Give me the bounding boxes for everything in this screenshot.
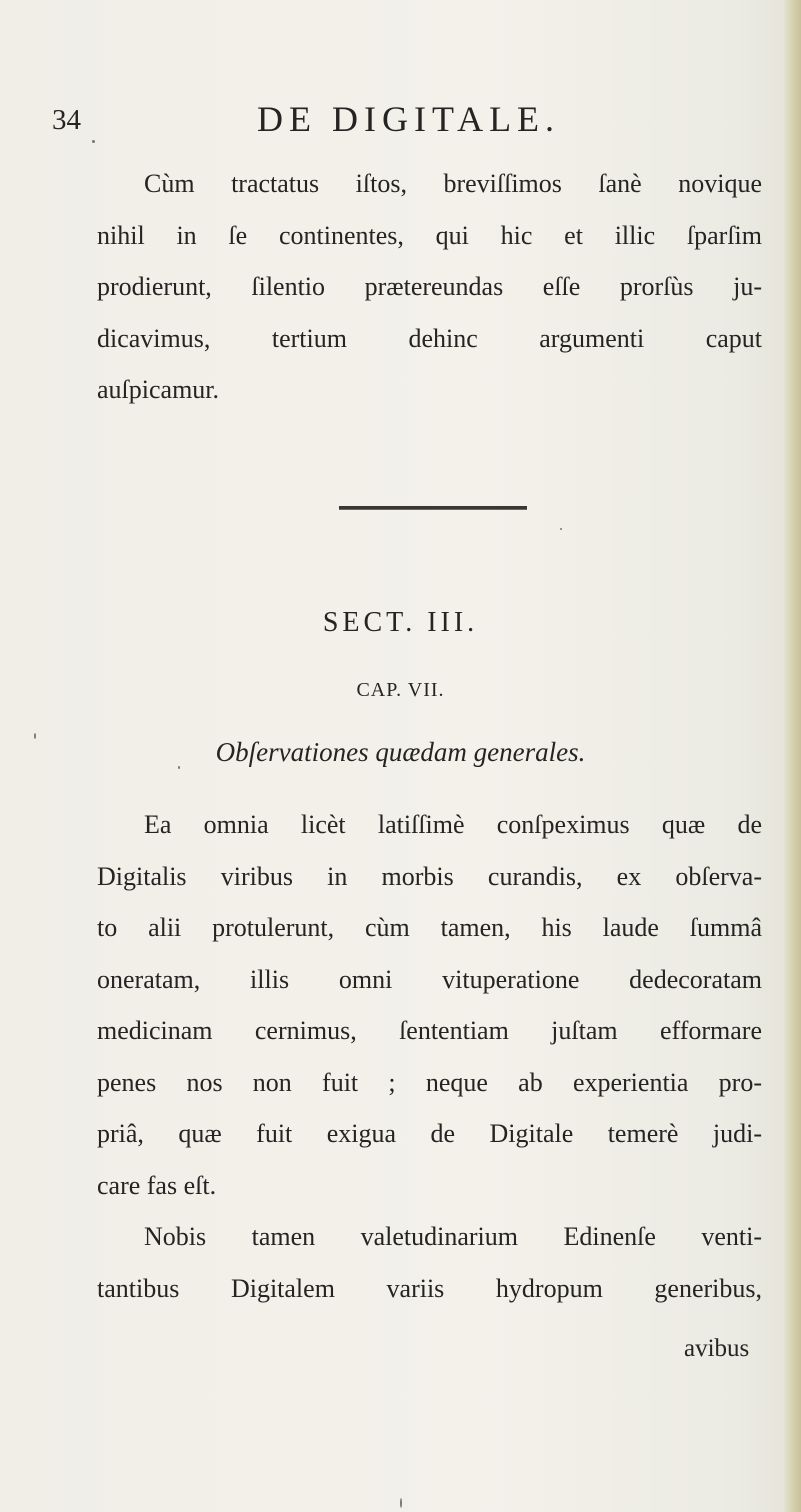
paragraph-line: care fas eſt. bbox=[97, 1170, 217, 1200]
intro-line: auſpicamur. bbox=[97, 375, 220, 404]
ink-speck bbox=[400, 1498, 402, 1508]
paragraph-line: oneratam, illis omni vituperatione dedecoratam bbox=[97, 964, 762, 994]
chapter-heading: CAP. VII. bbox=[356, 679, 445, 701]
paragraph-two bbox=[97, 799, 762, 1211]
paragraph-three bbox=[97, 1211, 762, 1314]
paragraph-line: to alii protulerunt, cùm tamen, his laude ſummâ bbox=[97, 913, 762, 942]
ink-speck bbox=[178, 766, 180, 769]
section-heading: SECT. III. bbox=[322, 607, 479, 638]
paragraph-line: medicinam cernimus, ſententiam juſtam efformare bbox=[97, 1016, 762, 1045]
ink-speck bbox=[560, 528, 562, 530]
paragraph-line: priâ, quæ fuit exigua de Digitale temerè judi- bbox=[97, 1119, 762, 1148]
intro-line: dicavimus, tertium dehinc argumenti caput bbox=[97, 323, 762, 353]
ink-speck bbox=[92, 140, 95, 143]
paragraph-line: penes nos non fuit ; neque ab experientia pro- bbox=[97, 1067, 762, 1097]
section-divider-rule bbox=[339, 506, 527, 510]
intro-line: Cùm tractatus iſtos, breviſſimos ſanè novique bbox=[144, 169, 762, 198]
catchword: avibus bbox=[684, 1335, 750, 1362]
intro-paragraph bbox=[97, 158, 762, 416]
page-number: 34 bbox=[52, 104, 81, 136]
ink-speck bbox=[34, 733, 36, 739]
paragraph-line: tantibus Digitalem variis hydropum generibus, bbox=[97, 1273, 762, 1303]
paragraph-line: Nobis tamen valetudinarium Edinenſe venti- bbox=[144, 1222, 762, 1251]
intro-line: prodierunt, ſilentio prætereundas eſſe prorſùs ju- bbox=[97, 272, 762, 301]
chapter-subtitle: Obſervationes quædam generales. bbox=[215, 737, 586, 767]
intro-line: nihil in ſe continentes, qui hic et illic ſparſim bbox=[97, 220, 762, 250]
paragraph-line: Ea omnia licèt latiſſimè conſpeximus quæ de bbox=[144, 810, 762, 839]
paragraph-line: Digitalis viribus in morbis curandis, ex obſerva- bbox=[97, 861, 762, 891]
running-head: DE DIGITALE. bbox=[257, 99, 561, 139]
